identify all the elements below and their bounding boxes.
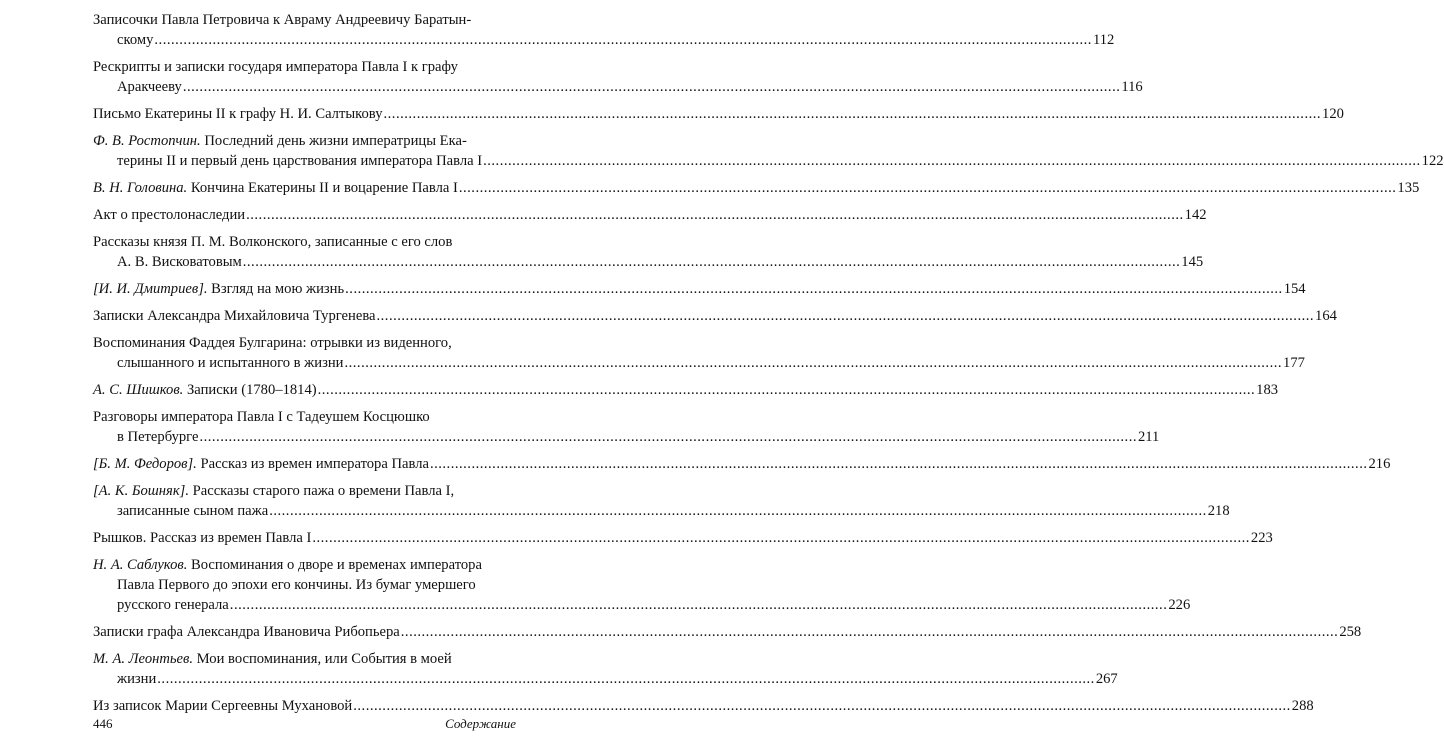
- toc-page-number: 218: [1207, 503, 1230, 519]
- dot-leader: [269, 501, 1207, 521]
- toc-entry-final-text: Записки Александра Михайловича Тургенева: [93, 308, 376, 324]
- toc-page-number: 216: [1368, 456, 1391, 472]
- toc-entry-final-text: Из записок Марии Сергеевны Мухановой: [93, 698, 353, 714]
- dot-leader: [377, 306, 1315, 326]
- toc-entry-final-text: Акт о престолонаследии: [93, 207, 246, 223]
- toc-page-number: 154: [1283, 281, 1306, 297]
- toc-page-number: 135: [1397, 180, 1420, 196]
- dot-leader: [430, 454, 1368, 474]
- toc-entry-final-text-wrap: [93, 380, 317, 400]
- toc-entry[interactable]: [93, 104, 1344, 124]
- toc-page-number: 183: [1256, 382, 1279, 398]
- toc-entry-final-text: Записки (1780–1814): [183, 382, 317, 398]
- toc-page-number: 258: [1339, 624, 1362, 640]
- toc-page-number: 120: [1322, 106, 1344, 122]
- toc-entry-author: Ф. В. Ростопчин.: [93, 133, 201, 149]
- toc-entry-final-line: [93, 205, 1207, 225]
- toc-entry-final-text: Кончина Екатерины II и воцарение Павла I: [187, 180, 458, 196]
- toc-entry-title-continuation: Павла Первого до эпохи его кончины. Из бумаг умершего: [117, 577, 476, 593]
- toc-entry[interactable]: [93, 333, 1305, 373]
- toc-page-number: 112: [1092, 32, 1115, 48]
- toc-entry-final-text: слышанного и испытанного в жизни: [117, 355, 344, 371]
- toc-page-number: 226: [1168, 597, 1191, 613]
- toc-entry[interactable]: [93, 407, 1160, 447]
- toc-entry-final-text-wrap: [93, 205, 245, 225]
- toc-entry-title-line: [93, 333, 516, 353]
- toc-page-number: 116: [1121, 79, 1143, 95]
- toc-entry[interactable]: [93, 696, 1314, 716]
- toc-entry-final-text-wrap: [117, 151, 482, 171]
- toc-entry[interactable]: [93, 528, 1273, 548]
- toc-entry-final-text: Записки графа Александра Ивановича Рибопьера: [93, 624, 400, 640]
- toc-entry-final-text: Аракчееву: [117, 79, 182, 95]
- toc-entry-final-line: [93, 427, 1160, 447]
- toc-entry-final-text-wrap: [117, 595, 229, 615]
- toc-entry-final-text-wrap: [117, 30, 153, 50]
- toc-page-number: 223: [1250, 530, 1273, 546]
- toc-entry-final-line: [93, 669, 1118, 689]
- dot-leader: [183, 77, 1121, 97]
- toc-entry-author: А. С. Шишков.: [93, 382, 184, 398]
- toc-entry[interactable]: [93, 131, 1444, 171]
- toc-entry-title-line: [93, 57, 516, 77]
- toc-entry-title-line: [93, 232, 516, 252]
- toc-entry-final-line: [93, 104, 1344, 124]
- toc-entry[interactable]: [93, 205, 1207, 225]
- toc-entry-title-text: Мои воспоминания, или События в моей: [193, 651, 452, 667]
- toc-entry-title-line: [93, 555, 516, 575]
- toc-page-number: 288: [1291, 698, 1314, 714]
- toc-entry-title-text: Рескрипты и записки государя императора Павла I к графу: [93, 59, 458, 75]
- toc-entry[interactable]: [93, 481, 1230, 521]
- toc-entry-author: [И. И. Дмитриев].: [93, 281, 208, 297]
- toc-entry-title-text: Воспоминания Фаддея Булгарина: отрывки из виденного,: [93, 335, 452, 351]
- toc-entry-final-text-wrap: [117, 427, 198, 447]
- toc-entry[interactable]: [93, 454, 1391, 474]
- dot-leader: [312, 528, 1250, 548]
- toc-entry-final-text: записанные сыном пажа: [117, 503, 269, 519]
- dot-leader: [246, 205, 1184, 225]
- toc-entry-title-text: Записочки Павла Петровича к Авраму Андреевичу Баратын-: [93, 12, 472, 28]
- toc-entry-final-text-wrap: [117, 501, 268, 521]
- toc-entry-final-text-wrap: [93, 104, 383, 124]
- toc-entry-title-line: [93, 407, 516, 427]
- toc-entry-final-line: [93, 595, 1191, 615]
- toc-entry[interactable]: [93, 622, 1362, 642]
- toc-entry-final-text-wrap: [117, 252, 242, 272]
- toc-entry-final-line: [93, 77, 1143, 97]
- dot-leader: [384, 104, 1322, 124]
- table-of-contents: [93, 10, 1444, 723]
- toc-entry-final-text: Письмо Екатерины II к графу Н. И. Салтыкову: [93, 106, 383, 122]
- toc-entry-final-text-wrap: [93, 528, 311, 548]
- toc-entry-final-text-wrap: [93, 279, 344, 299]
- toc-page-number: 267: [1095, 671, 1118, 687]
- toc-entry-final-line: [93, 528, 1273, 548]
- dot-leader: [318, 380, 1256, 400]
- section-title: Содержание: [445, 716, 516, 731]
- dot-leader: [230, 595, 1168, 615]
- toc-entry-final-text-wrap: [117, 353, 343, 373]
- dot-leader: [459, 178, 1397, 198]
- page-footer: [93, 716, 516, 732]
- dot-leader: [154, 30, 1092, 50]
- toc-entry-final-line: [93, 622, 1362, 642]
- toc-entry-final-text: Взгляд на мою жизнь: [207, 281, 345, 297]
- toc-entry-author: М. А. Леонтьев.: [93, 651, 194, 667]
- toc-entry-title-text: Рассказы старого пажа о времени Павла I,: [188, 483, 455, 499]
- toc-entry-final-text: Рышков. Рассказ из времен Павла I: [93, 530, 312, 546]
- toc-entry-final-text-wrap: [117, 669, 156, 689]
- toc-entry-title-line: [93, 649, 516, 669]
- toc-page-number: 145: [1181, 254, 1204, 270]
- toc-entry[interactable]: [93, 380, 1279, 400]
- dot-leader: [344, 353, 1282, 373]
- toc-entry-title-text: Рассказы князя П. М. Волконского, записанные с его слов: [93, 234, 453, 250]
- toc-page-number: 122: [1421, 153, 1444, 169]
- toc-entry[interactable]: [93, 178, 1420, 198]
- toc-entry-final-text: скому: [117, 32, 154, 48]
- toc-entry-final-line: [93, 30, 1115, 50]
- toc-page-number: 142: [1184, 207, 1207, 223]
- toc-entry-final-text-wrap: [93, 622, 400, 642]
- toc-entry-final-text: русского генерала: [117, 597, 229, 613]
- toc-entry[interactable]: [93, 10, 1115, 50]
- page-number: 446: [93, 716, 113, 731]
- dot-leader: [401, 622, 1339, 642]
- dot-leader: [243, 252, 1181, 272]
- toc-entry-final-text-wrap: [93, 306, 376, 326]
- toc-entry-author: Н. А. Саблуков.: [93, 557, 188, 573]
- toc-entry-final-text-wrap: [93, 178, 458, 198]
- toc-entry-final-text-wrap: [117, 77, 182, 97]
- toc-entry-final-line: [93, 501, 1230, 521]
- dot-leader: [199, 427, 1137, 447]
- toc-entry-final-text: терины II и первый день царствования императора Павла I: [117, 153, 483, 169]
- toc-entry-final-line: [93, 178, 1420, 198]
- toc-page-number: 211: [1138, 429, 1160, 445]
- toc-entry-title-text: Последний день жизни императрицы Ека-: [200, 133, 467, 149]
- toc-entry-final-text: в Петербурге: [117, 429, 199, 445]
- toc-entry-final-line: [93, 353, 1305, 373]
- toc-entry-final-line: [93, 279, 1306, 299]
- dot-leader: [345, 279, 1283, 299]
- toc-entry-title-text: Воспоминания о дворе и временах императора: [187, 557, 482, 573]
- toc-entry-author: [А. К. Бошняк].: [93, 483, 189, 499]
- toc-entry-final-line: [93, 151, 1444, 171]
- toc-entry-title-line: [93, 481, 516, 501]
- toc-entry-title-line: [93, 10, 516, 30]
- toc-entry-final-text: Рассказ из времен императора Павла: [196, 456, 429, 472]
- toc-page-number: 164: [1315, 308, 1337, 324]
- toc-entry-author: В. Н. Головина.: [93, 180, 188, 196]
- dot-leader: [157, 669, 1095, 689]
- toc-entry-final-line: [93, 380, 1279, 400]
- toc-entry-final-line: [93, 696, 1314, 716]
- toc-entry-title-line: [93, 131, 516, 151]
- toc-entry[interactable]: [93, 649, 1118, 689]
- toc-entry-final-line: [93, 454, 1391, 474]
- toc-entry[interactable]: [93, 232, 1204, 272]
- toc-page-number: 177: [1283, 355, 1305, 371]
- toc-entry-final-text-wrap: [93, 454, 429, 474]
- toc-entry[interactable]: [93, 306, 1337, 326]
- toc-entry[interactable]: [93, 57, 1143, 97]
- toc-entry-author: [Б. М. Федоров].: [93, 456, 197, 472]
- toc-entry-final-line: [93, 252, 1204, 272]
- toc-entry[interactable]: [93, 279, 1306, 299]
- toc-entry-title-text: Разговоры императора Павла I с Тадеушем Косцюшко: [93, 409, 430, 425]
- toc-entry-final-line: [93, 306, 1337, 326]
- toc-entry-final-text-wrap: [93, 696, 352, 716]
- toc-entry-final-text: жизни: [117, 671, 157, 687]
- toc-entry[interactable]: [93, 555, 1191, 615]
- dot-leader: [483, 151, 1421, 171]
- toc-entry-final-text: А. В. Висковатовым: [117, 254, 242, 270]
- dot-leader: [353, 696, 1291, 716]
